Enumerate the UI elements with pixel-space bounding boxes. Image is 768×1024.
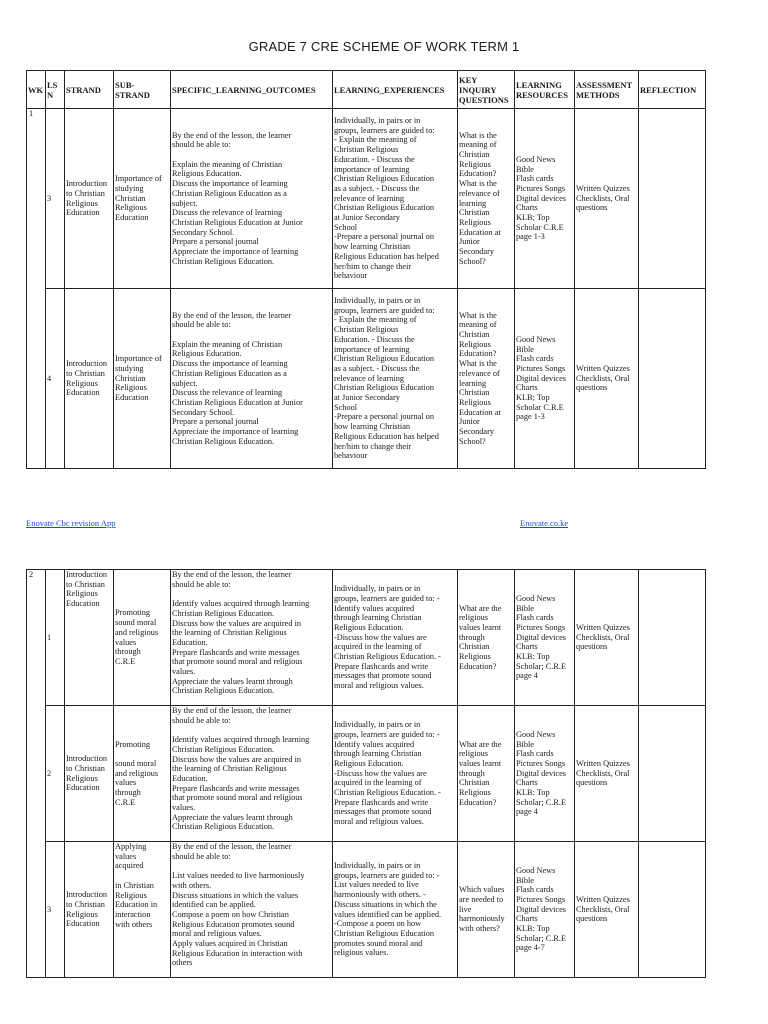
outcomes-cell: By the end of the lesson, the learner should be able to: Explain the meaning of Christian Religious Education. Discuss the importance of learning Christian Religious Education as a subject. Discuss the relevance of learning Christian Religious Education at Junior Secondary School. Prepare a personal journal Appreciate the importance of learning Christian Religious Education. — [171, 289, 333, 469]
week-cell: 1 — [27, 109, 46, 469]
assessment-cell: Written Quizzes Checklists, Oral questions — [575, 842, 639, 978]
experiences-cell: Individually, in pairs or in groups, learners are guided to: - Explain the meaning of Christian Religious Education. - Discuss the importance of learning Christian Religious Education as a subject. - Discuss the relevance of learning Christian Religious Education at Junior Secondary School -Prepare a personal journal on how learning Christian Religious Education has helped her/him to change their behaviour — [333, 289, 458, 469]
outcomes-cell: By the end of the lesson, the learner should be able to: List values needed to live harmoniously with others. Discuss situations in which the values identified can be applied. Compose a poem on how Christian Religious Education promotes sound moral and religious values. Apply values acquired in Christian Religious Education in interaction with others — [171, 842, 333, 978]
strand-cell: Introduction to Christian Religious Education — [65, 842, 114, 978]
header-substrand: SUB- STRAND — [114, 71, 171, 109]
strand-cell: Introduction to Christian Religious Education — [65, 706, 114, 842]
questions-cell: Which values are needed to live harmoniously with others? — [458, 842, 515, 978]
lesson-cell: 2 — [46, 706, 65, 842]
substrand-cell: Importance of studying Christian Religious Education — [114, 109, 171, 289]
table-row — [27, 706, 706, 842]
week-cell: 2 — [27, 570, 46, 978]
footer-link-right-container — [520, 518, 568, 528]
questions-cell: What are the religious values learnt through Christian Religious Education? — [458, 706, 515, 842]
enovate-app-link[interactable]: Enovate Cbc revision App — [26, 518, 116, 528]
lesson-cell: 1 — [46, 570, 65, 706]
experiences-cell: Individually, in pairs or in groups, learners are guided to: - Explain the meaning of Christian Religious Education. - Discuss the importance of learning Christian Religious Education as a subject. - Discuss the relevance of learning Christian Religious Education at Junior Secondary School -Prepare a personal journal on how learning Christian Religious Education has helped her/him to change their behaviour — [333, 109, 458, 289]
experiences-cell: Individually, in pairs or in groups, learners are guided to: - List values needed to live harmoniously with others. - Discuss situations in which the values identified can be applied. -Compose a poem on how Christian Religious Education promotes sound moral and religious values. — [333, 842, 458, 978]
questions-cell: What are the religious values learnt through Christian Religious Education? — [458, 570, 515, 706]
table-row — [27, 109, 706, 289]
strand-cell: Introduction to Christian Religious Education — [65, 109, 114, 289]
substrand-cell: Promoting sound moral and religious values through C.R.E — [114, 570, 171, 706]
substrand-cell: Importance of studying Christian Religious Education — [114, 289, 171, 469]
table-row — [27, 842, 706, 978]
substrand-cell: Promoting sound moral and religious values through C.R.E — [114, 706, 171, 842]
reflection-cell — [639, 570, 706, 706]
header-strand: STRAND — [65, 71, 114, 109]
assessment-cell: Written Quizzes Checklists, Oral questions — [575, 570, 639, 706]
experiences-cell: Individually, in pairs or in groups, learners are guided to: - Identify values acquired through learning Christian Religious Education. -Discuss how the values are acquired in the learning of Christian Religious Education. - Prepare flashcards and write messages that promote sound moral and religious values. — [333, 706, 458, 842]
assessment-cell: Written Quizzes Checklists, Oral questions — [575, 109, 639, 289]
resources-cell: Good News Bible Flash cards Pictures Songs Digital devices Charts KLB; Top Scholar C.R.E page 1-3 — [515, 289, 575, 469]
header-experiences: LEARNING_EXPERIENCES — [333, 71, 458, 109]
reflection-cell — [639, 289, 706, 469]
resources-cell: Good News Bible Flash cards Pictures Songs Digital devices Charts KLB; Top Scholar C.R.E page 1-3 — [515, 109, 575, 289]
footer-link-left-container — [26, 518, 115, 528]
resources-cell: Good News Bible Flash cards Pictures Songs Digital devices Charts KLB: Top Scholar; C.R.E page 4 — [515, 706, 575, 842]
substrand-cell: Applying values acquired in Christian Religious Education in interaction with others — [114, 842, 171, 978]
strand-cell: Introduction to Christian Religious Education — [65, 570, 114, 706]
header-outcomes: SPECIFIC_LEARNING_OUTCOMES — [171, 71, 333, 109]
lesson-cell: 3 — [46, 842, 65, 978]
resources-cell: Good News Bible Flash cards Pictures Songs Digital devices Charts KLB: Top Scholar; C.R.E page 4-7 — [515, 842, 575, 978]
outcomes-cell: By the end of the lesson, the learner should be able to: Identify values acquired through learning Christian Religious Education. Discuss how the values are acquired in the learning of Christian Religious Education. Prepare flashcards and write messages that promote sound moral and religious values. Appreciate the values learnt through Christian Religious Education. — [171, 570, 333, 706]
table-row — [27, 289, 706, 469]
header-wk: WK — [27, 71, 46, 109]
outcomes-cell: By the end of the lesson, the learner should be able to: Explain the meaning of Christian Religious Education. Discuss the importance of learning Christian Religious Education as a subject. Discuss the relevance of learning Christian Religious Education at Junior Secondary School. Prepare a personal journal Appreciate the importance of learning Christian Religious Education. — [171, 109, 333, 289]
enovate-site-link[interactable]: Enovate.co.ke — [520, 518, 569, 528]
questions-cell: What is the meaning of Christian Religious Education? What is the relevance of learning Christian Religious Education at Junior Secondary School? — [458, 289, 515, 469]
resources-cell: Good News Bible Flash cards Pictures Songs Digital devices Charts KLB: Top Scholar; C.R.E page 4 — [515, 570, 575, 706]
outcomes-cell: By the end of the lesson, the learner should be able to: Identify values acquired through learning Christian Religious Education. Discuss how the values are acquired in the learning of Christian Religious Education. Prepare flashcards and write messages that promote sound moral and religious values. Appreciate the values learnt through Christian Religious Education. — [171, 706, 333, 842]
lesson-cell: 3 — [46, 109, 65, 289]
header-reflection: REFLECTION — [639, 71, 706, 109]
lesson-cell: 4 — [46, 289, 65, 469]
questions-cell: What is the meaning of Christian Religious Education? What is the relevance of learning Christian Religious Education at Junior Secondary School? — [458, 109, 515, 289]
header-row — [27, 71, 706, 109]
strand-cell: Introduction to Christian Religious Education — [65, 289, 114, 469]
header-lsn: LSN — [46, 71, 65, 109]
header-questions: KEY INQUIRY QUESTIONS — [458, 71, 515, 109]
reflection-cell — [639, 842, 706, 978]
reflection-cell — [639, 109, 706, 289]
assessment-cell: Written Quizzes Checklists, Oral questions — [575, 289, 639, 469]
header-resources: LEARNING RESOURCES — [515, 71, 575, 109]
header-assessment: ASSESSMENT METHODS — [575, 71, 639, 109]
page-title: GRADE 7 CRE SCHEME OF WORK TERM 1 — [248, 39, 520, 54]
scheme-table-page-1 — [26, 70, 706, 469]
experiences-cell: Individually, in pairs or in groups, learners are guided to: - Identify values acquired through learning Christian Religious Education. -Discuss how the values are acquired in the learning of Christian Religious Education. - Prepare flashcards and write messages that promote sound moral and religious values. — [333, 570, 458, 706]
reflection-cell — [639, 706, 706, 842]
scheme-table-page-2 — [26, 569, 706, 978]
assessment-cell: Written Quizzes Checklists, Oral questions — [575, 706, 639, 842]
table-row — [27, 570, 706, 706]
